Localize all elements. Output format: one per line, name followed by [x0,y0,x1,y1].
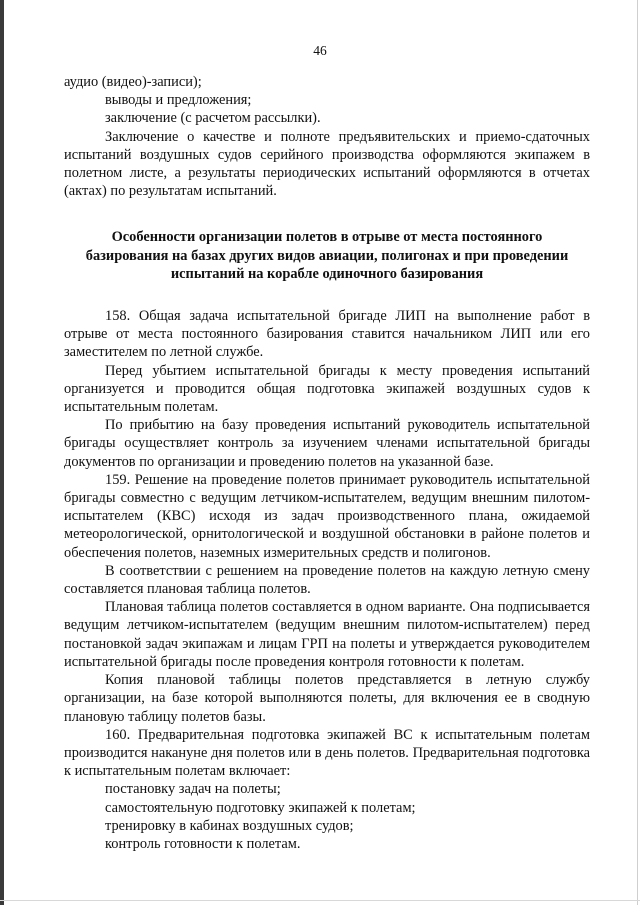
paragraph-158: 158. Общая задача испытательной бригаде ЛИП на выполнение работ в отрыве от места постоянного базирования ставится начальником ЛИП или его заместителем по летной службе. [64,308,590,361]
document-body [64,73,590,853]
list-item: аудио (видео)-записи); [64,74,202,90]
paragraph: Плановая таблица полетов составляется в одном варианте. Она подписывается ведущим летчиком-испытателем (ведущим внешним пилотом-испытателем) перед постановкой задач экипажам и лицам ГРП на полеты и утверждается руководителем испытательной бригады после проведения контроля готовности к полетам. [64,599,590,670]
list-item: заключение (с расчетом рассылки). [105,110,321,127]
section-heading-line: испытаний на корабле одиночного базирования [170,265,484,282]
section-heading-line: Особенности организации полетов в отрыве от места постоянного [111,229,543,246]
page-number: 46 [313,43,327,58]
scan-left-edge [0,0,4,905]
scan-bottom-edge [0,900,640,901]
paragraph: По прибытию на базу проведения испытаний руководитель испытательной бригады осуществляет контроль за изучением членами испытательной бригады документов по организации и проведению полетов на указанной базе. [64,417,590,470]
paragraph-159: 159. Решение на проведение полетов принимает руководитель испытательной бригады совместно с ведущим летчиком-испытателем, ведущим внешним пилотом-испытателем (КВС) исходя из задач производственного плана, ожидаемой метеорологической, орнитологической и воздушной обстановки в районе полетов и обеспечения полетов, наземных измерительных средств и полигонов. [64,471,590,561]
paragraph: Заключение о качестве и полноте предъявительских и приемо-сдаточных испытаний воздушных судов серийного производства оформляются экипажем в полетном листе, а результаты периодических испытаний оформляются в отчетах (актах) по результатам испытаний. [64,128,590,200]
paragraph: Перед убытием испытательной бригады к месту проведения испытаний организуется и проводится общая подготовка экипажей воздушных судов к испытательным полетам. [64,362,590,416]
section-heading [64,228,590,283]
paragraph-160: 160. Предварительная подготовка экипажей ВС к испытательным полетам производится накануне дня полетов или в день полетов. Предварительная подготовка к испытательным полетам включает: [64,726,590,780]
scan-right-edge [637,0,638,905]
section-heading-line: базирования на базах других видов авиации, полигонах и при проведении [85,247,569,264]
paragraph: Копия плановой таблицы полетов представляется в летную службу организации, на базе которой выполняются полеты, для включения ее в сводную плановую таблицу полетов базы. [64,672,590,725]
preparation-list [64,780,590,853]
paragraph: В соответствии с решением на проведение полетов на каждую летную смену составляется плановая таблица полетов. [64,562,590,598]
list-item: выводы и предложения; [105,92,252,109]
list-item: постановку задач на полеты; [105,781,281,798]
list-item: самостоятельную подготовку экипажей к полетам; [105,799,416,816]
list-item: контроль готовности к полетам. [105,835,301,852]
list-item: тренировку в кабинах воздушных судов; [105,817,354,834]
